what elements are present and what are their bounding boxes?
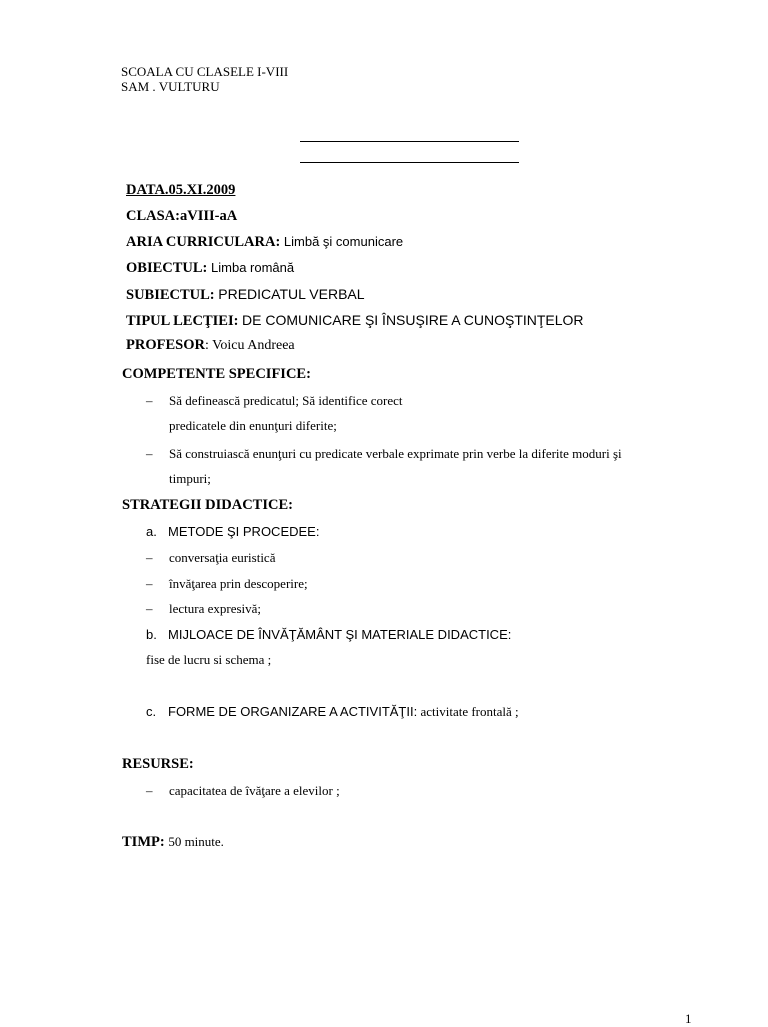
subiectul-field bbox=[126, 286, 365, 304]
tipul-value: DE COMUNICARE ŞI ÎNSUŞIRE A CUNOŞTINŢELOR bbox=[242, 312, 584, 328]
list-dash: – bbox=[146, 393, 153, 408]
blank-line-1 bbox=[300, 141, 519, 142]
list-dash: – bbox=[146, 783, 153, 798]
blank-line-2 bbox=[300, 162, 519, 163]
profesor-field bbox=[126, 337, 295, 354]
class-field: CLASA:aVIII-aA bbox=[126, 208, 238, 224]
obiectul-value: Limba română bbox=[211, 260, 295, 275]
strategii-b-detail: fise de lucru si schema ; bbox=[146, 652, 272, 667]
competenta-2-line2: timpuri; bbox=[169, 471, 211, 486]
obiectul-field bbox=[126, 260, 294, 277]
resurse-item: capacitatea de îvăţare a elevilor ; bbox=[169, 783, 340, 798]
subiectul-label: SUBIECTUL: bbox=[126, 287, 215, 303]
strategii-b-text: MIJLOACE DE ÎNVĂŢĂMÂNT ŞI MATERIALE DIDACTICE: bbox=[168, 627, 512, 642]
strategii-c-text: FORME DE ORGANIZARE A ACTIVITĂŢII: bbox=[168, 704, 418, 719]
subiectul-value: PREDICATUL VERBAL bbox=[218, 286, 365, 302]
strategii-a-marker: a. bbox=[146, 524, 157, 539]
profesor-label: PROFESOR bbox=[126, 337, 205, 353]
aria-label: ARIA CURRICULARA: bbox=[126, 234, 281, 250]
method-item: conversaţia euristică bbox=[169, 550, 276, 565]
timp-value: 50 minute. bbox=[168, 834, 224, 849]
list-dash: – bbox=[146, 601, 153, 616]
page-number: 1 bbox=[685, 1011, 692, 1026]
tipul-field bbox=[126, 312, 584, 330]
list-dash: – bbox=[146, 576, 153, 591]
aria-field bbox=[126, 234, 403, 251]
strategii-c-line bbox=[168, 704, 519, 720]
timp-label: TIMP: bbox=[122, 834, 165, 850]
strategii-heading: STRATEGII DIDACTICE: bbox=[122, 497, 293, 513]
resurse-heading: RESURSE: bbox=[122, 756, 194, 772]
strategii-c-value: activitate frontală ; bbox=[420, 704, 519, 719]
competenta-1-line2: predicatele din enunţuri diferite; bbox=[169, 418, 337, 433]
competenta-1-line1: Să definească predicatul; Să identifice corect bbox=[169, 393, 403, 408]
competenta-2-line1: Să construiască enunţuri cu predicate verbale exprimate prin verbe la diferite moduri şi bbox=[169, 446, 622, 461]
list-dash: – bbox=[146, 446, 153, 461]
strategii-b-marker: b. bbox=[146, 627, 157, 642]
school-name: SCOALA CU CLASELE I-VIII bbox=[121, 64, 289, 79]
timp-field bbox=[122, 834, 224, 851]
strategii-a-text: METODE ŞI PROCEDEE: bbox=[168, 524, 320, 539]
method-item: lectura expresivă; bbox=[169, 601, 262, 616]
school-location: SAM . VULTURU bbox=[121, 79, 220, 94]
profesor-value: : Voicu Andreea bbox=[204, 338, 295, 353]
tipul-label: TIPUL LECŢIEI: bbox=[126, 313, 239, 329]
list-dash: – bbox=[146, 550, 153, 565]
aria-value: Limbă şi comunicare bbox=[283, 234, 404, 249]
method-item: învăţarea prin descoperire; bbox=[169, 576, 308, 591]
date-field: DATA.05.XI.2009 bbox=[126, 182, 236, 198]
competente-heading: COMPETENTE SPECIFICE: bbox=[122, 366, 311, 382]
obiectul-label: OBIECTUL: bbox=[126, 260, 208, 276]
strategii-c-marker: c. bbox=[146, 704, 157, 719]
